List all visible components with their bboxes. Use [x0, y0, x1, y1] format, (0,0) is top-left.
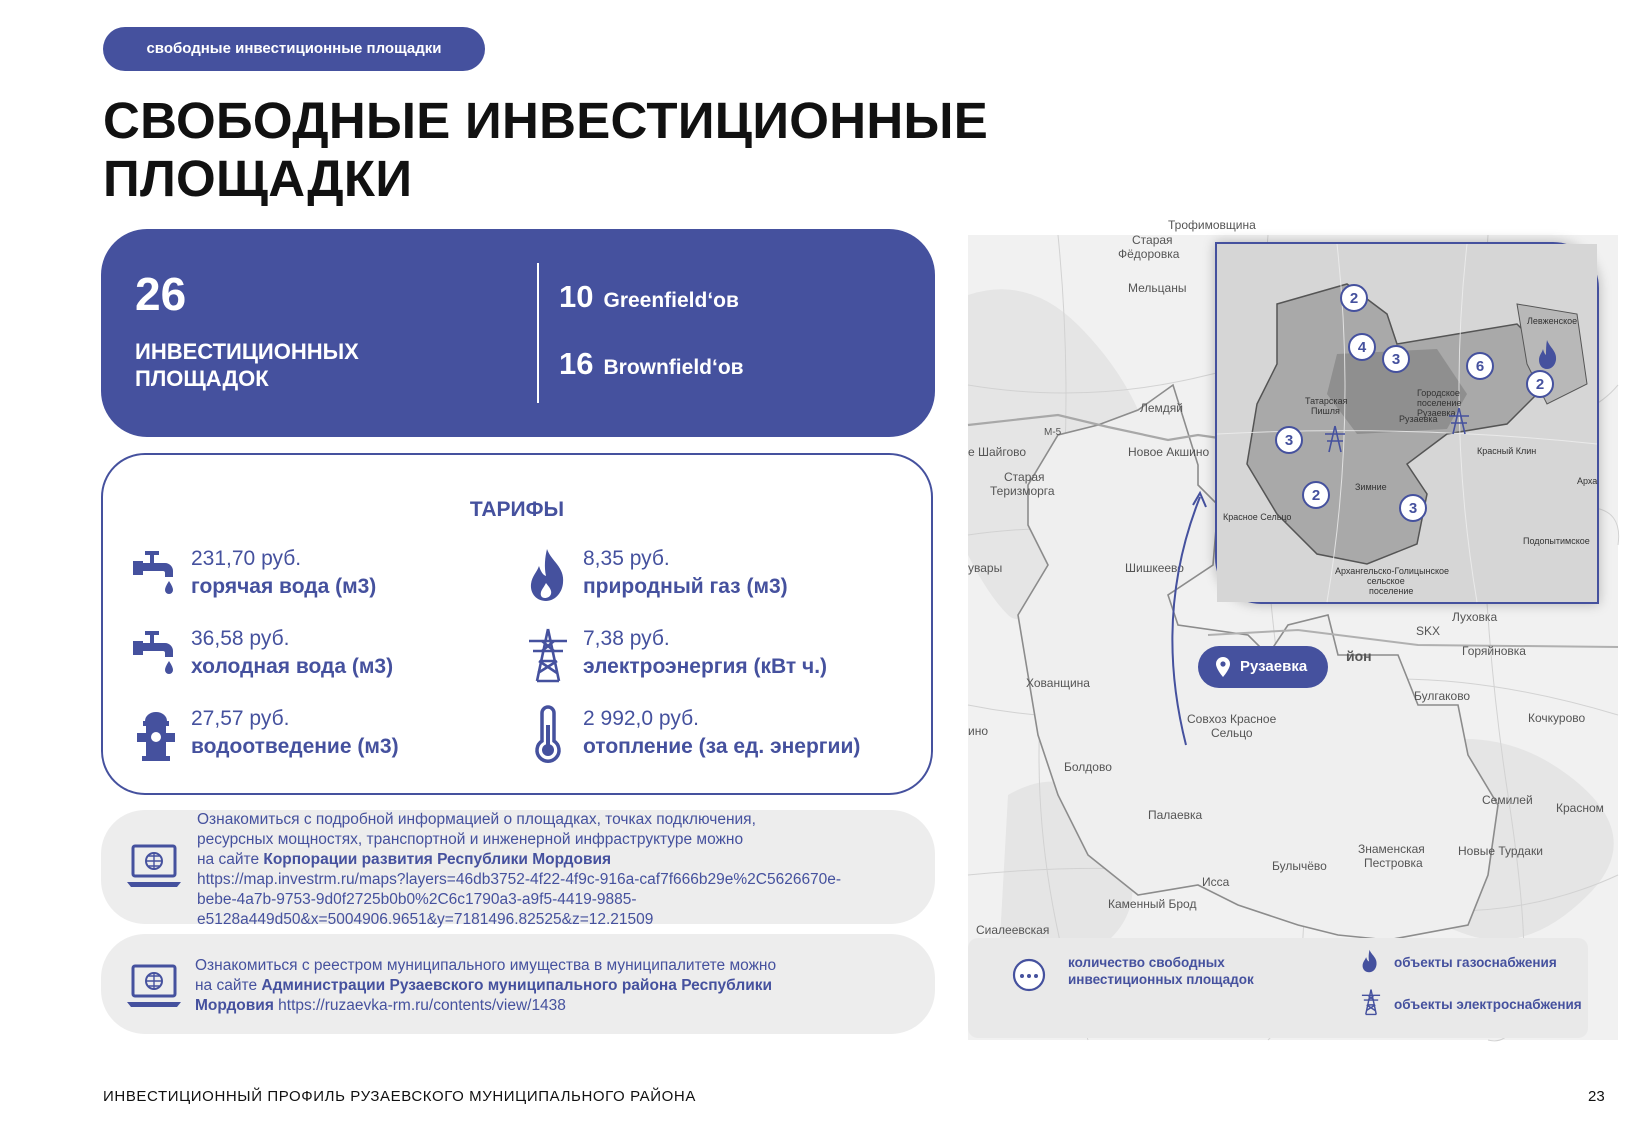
- map-place: Новые Турдаки: [1458, 844, 1543, 858]
- tariff-heating: [525, 707, 865, 767]
- map-place: йон: [1346, 648, 1372, 664]
- laptop-globe-icon: [125, 842, 183, 890]
- sites-label-line1: ИНВЕСТИЦИОННЫХ: [135, 339, 359, 364]
- map-place: Трофимовщина: [1168, 218, 1256, 232]
- tariff-price: 231,70 руб.: [191, 547, 302, 570]
- map-place: Каменный Брод: [1108, 897, 1197, 911]
- inset-label: Татарская: [1305, 396, 1348, 406]
- inset-label: Левженское: [1527, 316, 1578, 326]
- sites-count-label: [135, 338, 359, 392]
- site-count-marker[interactable]: [1383, 346, 1409, 372]
- map-place: Старая: [1132, 233, 1173, 247]
- investrm-url[interactable]: https://map.investrm.ru/maps?layers=46db3752-4f22-4f9c-916a-caf7f666b29e%2C5626670e-: [197, 871, 842, 888]
- inset-label: Рузаевка: [1399, 414, 1438, 424]
- tariff-name: горячая вода (м3): [191, 575, 377, 598]
- tariff-name: водоотведение (м3): [191, 735, 399, 758]
- tariffs-panel: [101, 453, 933, 795]
- svg-text:2: 2: [1349, 290, 1359, 307]
- administration-link[interactable]: Мордовия: [195, 997, 274, 1014]
- brownfield-count: 16: [559, 346, 594, 381]
- corporation-link[interactable]: Корпорации развития Республики Мордовия: [263, 851, 612, 868]
- inset-label: Арха: [1577, 476, 1598, 486]
- sites-label-line2: ПЛОЩАДОК: [135, 366, 269, 391]
- map-pin-icon: [1216, 657, 1230, 677]
- investrm-url[interactable]: bebe-4a7b-9753-9d0f2725b0b0%2C6c1790a3-a9f5-4419-9885-: [197, 891, 637, 908]
- info-text-registry: [195, 956, 776, 1016]
- map-place: Шишкеево: [1125, 561, 1184, 575]
- map-place: Булгаково: [1414, 689, 1471, 703]
- section-tag: свободные инвестиционные площадки: [103, 27, 485, 71]
- tariff-name: электроэнергия (кВт ч.): [583, 655, 828, 678]
- inset-label: Зимние: [1355, 482, 1387, 492]
- svg-text:3: 3: [1408, 500, 1418, 517]
- inset-label: поселение: [1369, 586, 1414, 596]
- tariff-name: природный газ (м3): [583, 575, 788, 598]
- footer-title: ИНВЕСТИЦИОННЫЙ ПРОФИЛЬ РУЗАЕВСКОГО МУНИЦИПАЛЬНОГО РАЙОНА: [103, 1088, 696, 1105]
- map-place: Кочкурово: [1528, 711, 1586, 725]
- info-line: Ознакомиться с реестром муниципального имущества в муниципалитете можно: [195, 957, 777, 974]
- greenfield-label: Greenfield‘ов: [603, 289, 739, 312]
- map-place: Сиалеевская: [976, 923, 1050, 937]
- inset-label: Архангельско-Голицынское: [1335, 566, 1450, 576]
- inset-label: поселение: [1417, 398, 1462, 408]
- tariff-price: 36,58 руб.: [191, 627, 290, 650]
- town-pin-label: Рузаевка: [1240, 658, 1308, 675]
- inset-label: Красное Сельцо: [1223, 512, 1292, 522]
- svg-text:4: 4: [1357, 339, 1367, 356]
- page-title: [103, 92, 1003, 208]
- info-box-registry: [101, 934, 935, 1034]
- flame-icon: [525, 547, 571, 603]
- map-place: Лемдяй: [1140, 401, 1184, 415]
- page-title-line1: СВОБОДНЫЕ ИНВЕСТИЦИОННЫЕ: [103, 92, 989, 149]
- registry-url[interactable]: https://ruzaevka-rm.ru/contents/view/1438: [273, 997, 566, 1014]
- inset-label: Подопытимское: [1523, 536, 1590, 546]
- map-legend: [968, 938, 1588, 1038]
- map-place: Теризморга: [990, 484, 1055, 498]
- map-place: Старая: [1004, 470, 1045, 484]
- tariff-hot-water: [133, 547, 473, 607]
- hydrant-icon: [133, 707, 179, 763]
- map-place: увары: [968, 561, 1003, 575]
- map-place: Палаевка: [1148, 808, 1203, 822]
- laptop-globe-icon: [125, 962, 183, 1010]
- thermometer-icon: [525, 707, 571, 763]
- map-place: Семилей: [1482, 793, 1533, 807]
- tariff-price: 2 992,0 руб.: [583, 707, 699, 730]
- sites-count: 26: [135, 268, 187, 320]
- investrm-url[interactable]: e5128a449d50&x=5004906.9651&y=7181496.82525&z=12.21509: [197, 911, 654, 928]
- site-count-marker[interactable]: [1467, 353, 1493, 379]
- map-place: Фёдоровка: [1118, 247, 1180, 261]
- map-place: Новое Акшино: [1128, 445, 1210, 459]
- map-place: Луховка: [1452, 610, 1498, 624]
- info-line-prefix: на сайте: [195, 977, 262, 994]
- tariff-electricity: [525, 627, 865, 687]
- brownfield-row: [559, 346, 744, 382]
- power-tower-icon: [525, 627, 571, 683]
- info-line: [197, 850, 841, 870]
- site-count-marker[interactable]: [1400, 495, 1426, 521]
- tariff-price: 7,38 руб.: [583, 627, 670, 650]
- greenfield-count: 10: [559, 279, 594, 314]
- legend-count-label: [1068, 954, 1254, 988]
- map-place: Горяйновка: [1462, 644, 1526, 658]
- info-text-investrm: [197, 810, 841, 930]
- flame-icon: [1360, 948, 1380, 974]
- inset-map-svg: [1217, 244, 1597, 602]
- info-line: [195, 976, 776, 996]
- map-place: Сельцо: [1211, 726, 1253, 740]
- site-count-marker[interactable]: [1349, 334, 1375, 360]
- town-pin[interactable]: [1198, 646, 1328, 688]
- map-place: Исса: [1202, 875, 1230, 889]
- info-box-investrm: [101, 810, 935, 928]
- brownfield-label: Brownfield‘ов: [603, 356, 744, 379]
- inset-label: Красный Клин: [1477, 446, 1537, 456]
- tariff-name: холодная вода (м3): [191, 655, 394, 678]
- map-place: ино: [968, 724, 989, 738]
- map-place: Хованщина: [1026, 676, 1090, 690]
- sites-summary-panel: [101, 229, 935, 437]
- power-tower-icon: [1360, 988, 1382, 1016]
- svg-text:6: 6: [1475, 358, 1485, 375]
- svg-text:2: 2: [1535, 376, 1545, 393]
- faucet-icon: [133, 547, 179, 603]
- legend-gas-label: объекты газоснабжения: [1394, 955, 1557, 970]
- tariff-price: 27,57 руб.: [191, 707, 290, 730]
- tariff-sewerage: [133, 707, 473, 767]
- map-place: Болдово: [1064, 760, 1112, 774]
- map-place: Пестровка: [1364, 856, 1423, 870]
- tariff-name: отопление (за ед. энергии): [583, 735, 861, 758]
- page-number: 23: [1588, 1088, 1605, 1105]
- map-road-label: M-5: [1044, 427, 1062, 438]
- tariff-cold-water: [133, 627, 473, 687]
- greenfield-row: [559, 279, 739, 315]
- summary-divider: [537, 263, 539, 403]
- map-place: е Шайгово: [968, 445, 1027, 459]
- info-line: ресурсных мощностях, транспортной и инженерной инфраструктуре можно: [197, 831, 744, 848]
- tariff-gas: [525, 547, 865, 607]
- svg-text:3: 3: [1391, 351, 1401, 368]
- site-count-marker[interactable]: [1276, 427, 1302, 453]
- map-place: Знаменская: [1358, 842, 1425, 856]
- administration-link[interactable]: Администрации Рузаевского муниципального района Республики: [261, 977, 773, 994]
- map-place: Совхоз Красное: [1187, 712, 1277, 726]
- legend-text: количество свободных: [1068, 955, 1225, 970]
- tariffs-heading: ТАРИФЫ: [469, 498, 565, 521]
- map-place: Булычёво: [1272, 859, 1327, 873]
- svg-text:2: 2: [1311, 487, 1321, 504]
- inset-label: Городское: [1417, 388, 1460, 398]
- inset-label: Пишля: [1311, 406, 1340, 416]
- info-line-prefix: на сайте: [197, 851, 264, 868]
- inset-label: Рузаевка: [1417, 408, 1456, 418]
- site-count-marker[interactable]: [1527, 371, 1553, 397]
- inset-label: сельское: [1367, 576, 1405, 586]
- tariff-price: 8,35 руб.: [583, 547, 670, 570]
- map-place: Красном: [1556, 801, 1604, 815]
- count-marker-icon: [1012, 958, 1046, 992]
- legend-power-label: объекты электроснабжения: [1394, 997, 1582, 1012]
- info-line: [195, 996, 776, 1016]
- site-count-marker[interactable]: [1303, 482, 1329, 508]
- site-count-marker[interactable]: [1341, 285, 1367, 311]
- legend-text: инвестиционных площадок: [1068, 972, 1254, 987]
- svg-text:3: 3: [1284, 432, 1294, 449]
- map-place: SKX: [1416, 624, 1441, 638]
- map-place: Мельцаны: [1128, 281, 1187, 295]
- info-line: Ознакомиться с подробной информацией о площадках, точках подключения,: [197, 811, 756, 828]
- page-title-line2: ПЛОЩАДКИ: [103, 150, 413, 207]
- inset-map: [1215, 242, 1599, 604]
- faucet-icon: [133, 627, 179, 683]
